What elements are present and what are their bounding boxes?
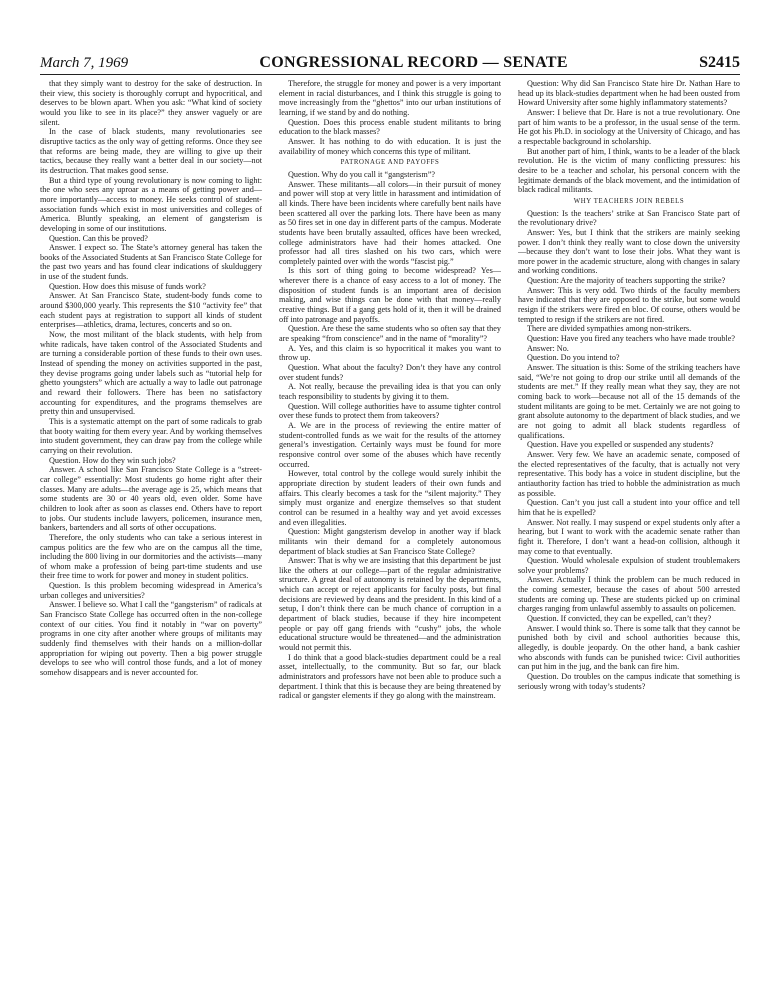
paragraph: Question. Why do you call it “gangsterism”? [288, 169, 435, 179]
paragraph: Answer: Yes, but I think that the strikers are mainly seeking power. I don’t think they really want to close down the university—because they don’t want to lose their jobs. What they want is more power in the academic structure, along with changes in salary and working conditions. [518, 227, 740, 276]
paragraph: Question: Is the teachers’ strike at San Francisco State part of the revolutionary drive? [518, 208, 740, 228]
section-heading: PATRONAGE AND PAYOFFS [340, 159, 440, 167]
paragraph: A. Not really, because the prevailing idea is that you can only teach responsibility to students by giving it to them. [279, 382, 501, 401]
paragraph: But a third type of young revolutionary is now coming to light: the one who sees any uproar as a means of getting power and—more importantly—access to money. He seeks control of student-association funds which exist in most universities and colleges of America. Bluntly speaking, an element of gangsterism is developing in some of our institutions. [40, 175, 262, 233]
section-heading: WHY TEACHERS JOIN REBELS [573, 197, 685, 205]
header-title: CONGRESSIONAL RECORD — SENATE [259, 54, 568, 71]
text-column-3 [518, 79, 740, 959]
header-page-number: S2415 [699, 54, 740, 71]
paragraph: Question. Will college authorities have to assume tighter control over these funds to protect them from takeovers? [279, 401, 501, 421]
paragraph: that they simply want to destroy for the sake of destruction. In their view, this society is thoroughly corrupt and hypocritical, and deserves to be blown apart. When you ask: “What kind of society would you like to see in its place?” they answer vaguely or are silent. [40, 79, 262, 127]
paragraph: Answer. Not really. I may suspend or expel students only after a hearing, but I want to work with the academic senate rather than fight it. Therefore, I don’t want a head-on collision, although it may come to that eventually. [518, 517, 740, 556]
paragraph: Question. Do troubles on the campus indicate that something is seriously wrong with today’s students? [518, 672, 740, 691]
paragraph: Answer: No. [527, 343, 569, 353]
paragraph: Answer. I expect so. The State’s attorney general has taken the books of the Associated Students at San Francisco State College for the past two years and has found clear indications of skulduggery in use of the student funds. [40, 243, 262, 282]
paragraph: Answer. The situation is this: Some of the striking teachers have said, “We’re not going to drop our strike until all demands of the students are met.” If they really mean what they say, they are not coming back to work—because not all of the 15 demands of the student militants are going to be met. Certainly we are not going to grant absolute autonomy to the department of black studies, and we are not going to admit all black students regardless of qualifications. [518, 363, 740, 440]
paragraph: In the case of black students, many revolutionaries see disruptive tactics as the only way of getting reforms. Once they see that reforms are being made, they are willing to give up their tactics, because they really want a better deal in our society—not its destruction. That makes good sense. [40, 127, 262, 175]
paragraph: Question. Do you intend to? [527, 353, 620, 363]
paragraph: Question: Why did San Francisco State hire Dr. Nathan Hare to head up its black-studies department when he had been ousted from Howard University after some highly inflammatory statements? [518, 79, 740, 108]
paragraph: Is this sort of thing going to become widespread? Yes—wherever there is a chance of easy access to a lot of money. The disposition of student funds is an important area of decision making, and wise things can be done with that money—really creative things. But if a gang gets hold of it, then it will be drained off into patronage and payoffs. [279, 266, 501, 324]
paragraph: Answer. Actually I think the problem can be much reduced in the coming semester, because the cases of about 500 arrested students are coming up. These are students picked up on criminal charges ranging from unlawful assembly to assaults on policemen. [518, 575, 740, 614]
paragraph: Question. Would wholesale expulsion of student troublemakers solve your problems? [518, 556, 740, 575]
paragraph: Therefore, the struggle for money and power is a very important element in racial disturbances, and I think this struggle is going to move increasingly from the “ghettos” into our urban institutions of learning, if we stand by and do nothing. [279, 79, 501, 117]
paragraph: But another part of him, I think, wants to be a leader of the black revolution. He is the victim of many conflicting pressures: his desire to be a teacher and scholar, his personal concern with the legitimate demands of the black movement, and the intimidation of black radical militants. [518, 146, 740, 195]
paragraph: Answer. A school like San Francisco State College is a “street-car college” essentially: Most students go home right after their classes. Many are adults—the average age is 25, which means that some students are 30 or 40 years old, even older. Some have children to look after as soon as classes end. Others have to report to jobs. Our students include lawyers, policemen, insurance men, bankers, bartenders and all sorts of other occupations. [40, 465, 262, 533]
paragraph: Question. Is this problem becoming widespread in America’s urban colleges and universities? [40, 581, 262, 600]
paragraph: Answer. I believe so. What I call the “gangsterism” of radicals at San Francisco State College has occurred often in the non-college context of our cities. You find it notably in “war on poverty” programs in one city after another where groups of militants may suddenly find themselves with their hands on a million-dollar appropriation for wiping out poverty. Then a big power struggle develops to see who will control those funds, and a lot of money somehow disappears and is never accounted for. [40, 600, 262, 678]
paragraph: Answer. I would think so. There is some talk that they cannot be punished both by civil and school authorities because this, allegedly, is double jeopardy. On the other hand, a bank cashier who absconds with funds can be punished twice: Civil authorities can put him in the jug, and the bank can fire him. [518, 623, 740, 672]
paragraph: There are divided sympathies among non-strikers. [527, 324, 692, 334]
paragraph: Question. If convicted, they can be expelled, can’t they? [527, 614, 712, 624]
paragraph: Answer. It has nothing to do with education. It is just the availability of money which concerns this type of militant. [279, 136, 501, 156]
paragraph: Answer. At San Francisco State, student-body funds come to around $300,000 yearly. This represents the $10 “activity fee” that each student pays at registration to support all kinds of student enterprises—athletics, drama, lectures, concerts and so on. [40, 291, 262, 330]
paragraph: Question. Are these the same students who so often say that they are speaking “from conscience” and in the name of “morality”? [279, 324, 501, 344]
paragraph: Answer: I believe that Dr. Hare is not a true revolutionary. One part of him wants to be a professor, in the usual sense of the term. He got his Ph.D. in sociology at the University of Chicago, and has a respectable background in scholarship. [518, 107, 740, 146]
text-column-1 [40, 79, 262, 959]
paragraph: Question: Have you fired any teachers who have made trouble? [527, 334, 736, 344]
paragraph: Question: Might gangsterism develop in another way if black militants win their demand for a completely autonomous department of black studies at San Francisco State College? [279, 527, 501, 556]
paragraph: Question. What about the faculty? Don’t they have any control over student funds? [279, 363, 501, 382]
paragraph: A. Yes, and this claim is so hypocritical it makes you want to throw up. [279, 343, 501, 363]
paragraph: Question. Have you expelled or suspended any students? [527, 440, 714, 450]
paragraph: Answer. These militants—all colors—in their pursuit of money and power will stop at very little in harassment and intimidation of all kinds. There have been incidents where carefully bent nails have been scattered all over the parking lots. There have been as many as 50 fires set in one day in different parts of the campus. Moderate students have been brutally assaulted, offices have been wrecked, college administrators have had their homes attacked. One professor had all tires slashed on his two cars, which were completely painted over with the words “fascist pig.” [279, 179, 501, 266]
paragraph: Therefore, the only students who can take a serious interest in campus politics are the few who are on the campus all the time, including the 800 living in our dormitories and the activists—many of whom make a profession of being part-time students and use their free time to work for power and money in student politics. [40, 532, 262, 581]
paragraph: Question: Are the majority of teachers supporting the strike? [527, 276, 726, 286]
paragraph: A. We are in the process of reviewing the entire matter of student-controlled funds as we wait for the results of the attorney general’s investigation. Certainly ways must be found for more responsive control over some of the abuses which have recently occurred. [279, 420, 501, 469]
paragraph: Now, the most militant of the black students, with help from white radicals, have taken control of the Associated Students and are turning a considerable portion of these funds to their own uses. Instead of spending the money on activities supported in the past, they devise programs going under labels such as “tutorial help for ghetto youngsters” which are actually a way to ladle out patronage and reward their followers. There has been no satisfactory accounting for expenditures, and the programs themselves are pretty thin and unsupervised. [40, 330, 262, 417]
paragraph: Answer. Very few. We have an academic senate, composed of the elected representatives of the faculty, that is actually not very representative. This body has a voice in student discipline, but the antiauthority faction has tried to hobble the administration as much as possible. [518, 449, 740, 498]
header-date: March 7, 1969 [40, 55, 129, 71]
paragraph: Question. How do they win such jobs? [49, 455, 176, 465]
paragraph: Answer: This is very odd. Two thirds of the faculty members have indicated that they are opposed to the strike, but some would resign if the strikers were fired en bloc. Of course, others would be tempted to resign if the strikers are not fired. [518, 285, 740, 324]
paragraph: Answer: That is why we are insisting that this department be just like the others at our college—part of the regular administrative structure. A great deal of autonomy is retained by the departments, which can accept or reject applicants for faculty posts, but final decisions are reviewed by deans and the president. In this kind of a setup, I don’t think there can be much chance of corruption in a department of black studies, because if they hire incompetent people or pay off gang friends with “cushy” jobs, the whole educational structure would be threatened—and the administration would not permit this. [279, 556, 501, 653]
page-header [40, 50, 740, 72]
paragraph: I do think that a good black-studies department could be a real asset, intellectually, to the community. But so far, our black administrators and professors have not been able to produce such a department. I think that this is because they are being threatened by radical or gangster elements if they go along with the mainstream. [279, 652, 501, 701]
paragraph: However, total control by the college would surely inhibit the appropriate direction by student leaders of their own funds and affairs. This clearly becomes a task for the “silent majority.” They simply must organize and energize themselves so that student control can be resumed in a healthy way and yet avoid excesses and even illegalities. [279, 469, 501, 527]
header-rule [40, 74, 740, 75]
paragraph: Question. Does this process enable student militants to bring education to the black masses? [279, 117, 501, 137]
paragraph: Question. Can this be proved? [49, 233, 148, 243]
paragraph: Question. Can’t you just call a student into your office and tell him that he is expelled? [518, 498, 740, 517]
paragraph: Question. How does this misuse of funds work? [49, 281, 206, 291]
text-column-2 [279, 79, 501, 959]
paragraph: This is a systematic attempt on the part of some radicals to grab that booty waiting for them every year. And by working themselves into student government, they can draw pay from the college while carrying on their revolution. [40, 416, 262, 455]
